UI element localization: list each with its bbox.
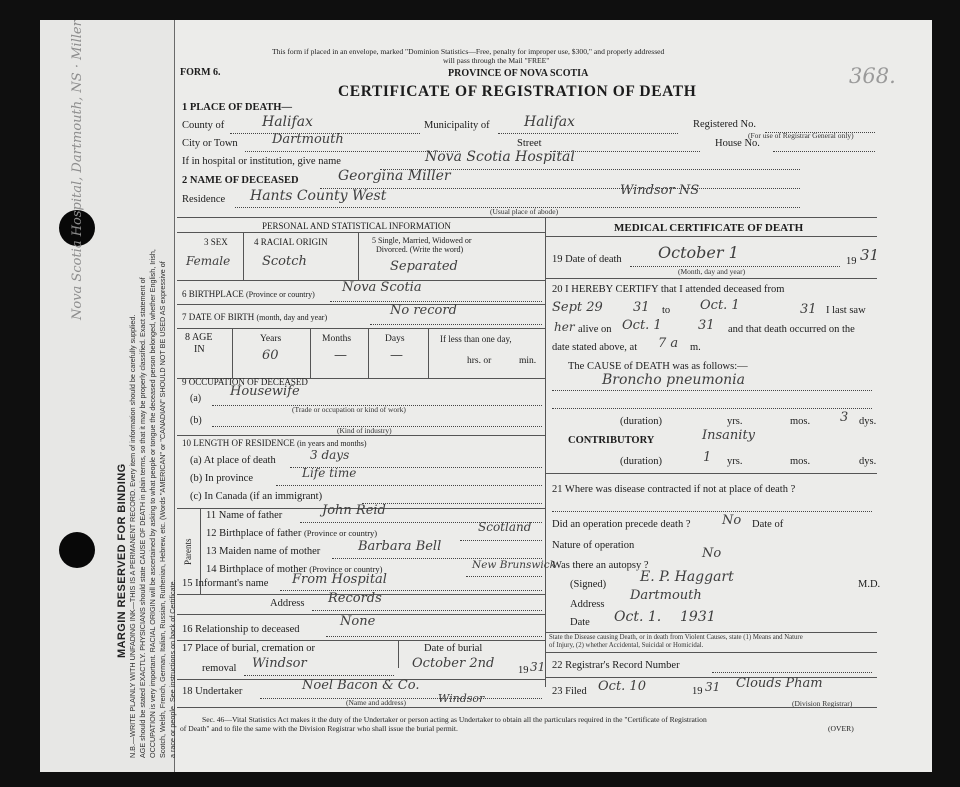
burial-place-label-1: 17 Place of burial, cremation or: [182, 643, 315, 654]
cause-label: The CAUSE of DEATH was as follows:—: [568, 361, 748, 372]
street-label: Street: [517, 138, 542, 149]
mother-birthplace-value: New Brunswick: [472, 559, 556, 571]
attended-to-value: Oct. 1: [700, 298, 740, 313]
filed-year-value: 31: [705, 680, 721, 694]
racial-label: 4 RACIAL ORIGIN: [254, 237, 328, 247]
attended-to-year: 31: [800, 302, 817, 317]
birthplace-label: 6 BIRTHPLACE (Province or country): [182, 289, 315, 299]
death-year-prefix: 19: [846, 256, 857, 267]
registered-label: Registered No.: [693, 119, 756, 130]
residence-label: Residence: [182, 194, 226, 205]
registrar-signature: Clouds Pham: [736, 676, 823, 691]
attended-from-year: 31: [633, 300, 650, 315]
occupation-label: 9 OCCUPATION OF DECEASED: [182, 377, 308, 387]
age-in-label: IN: [194, 344, 205, 355]
stamp-number: 368.: [849, 64, 896, 88]
contributory-value: Insanity: [702, 428, 756, 443]
age-label: 8 AGE: [185, 332, 213, 343]
to-label: to: [662, 305, 671, 316]
municipality-value: Halifax: [524, 114, 575, 130]
res-a-label: (a) At place of death: [190, 455, 276, 466]
death-date-value: October 1: [658, 243, 739, 262]
burial-date-label: Date of burial: [424, 643, 483, 654]
operation-nature-label: Nature of operation: [552, 540, 635, 551]
burial-year-prefix: 19: [518, 665, 529, 676]
mother-value: Barbara Bell: [358, 539, 442, 554]
father-birthplace-label: 12 Birthplace of father (Province or country): [206, 528, 378, 539]
occupation-b-sublabel: (Kind of industry): [337, 426, 392, 435]
autopsy-value: No: [702, 546, 722, 561]
marital-label-2: Divorced. (Write the word): [376, 245, 464, 254]
res-c-label: (c) In Canada (if an immigrant): [190, 491, 323, 502]
operation-label: Did an operation precede death ?: [552, 519, 691, 530]
less-than-day-label: If less than one day,: [440, 334, 512, 344]
sex-label: 3 SEX: [204, 237, 228, 247]
sex-value: Female: [186, 254, 231, 268]
q21-label: 21 Where was disease contracted if not at place of death ?: [552, 484, 796, 495]
res-b-value: Life time: [302, 466, 357, 480]
hospital-value: Nova Scotia Hospital: [425, 149, 575, 165]
undertaker-label: 18 Undertaker: [182, 686, 243, 697]
parents-label: Parents: [183, 538, 193, 565]
mother-birthplace-label: 14 Birthplace of mother (Province or country): [206, 564, 383, 575]
footer-line-2: of Death" and to file the same with the Division Registrar who shall issue the burial permit.: [180, 724, 458, 733]
cause-value: Broncho pneumonia: [602, 372, 745, 388]
city-label: City or Town: [182, 138, 238, 149]
duration-1-dys-label: dys.: [859, 416, 877, 427]
alive-label: alive on: [578, 324, 612, 335]
personal-heading: PERSONAL AND STATISTICAL INFORMATION: [262, 221, 451, 231]
months-label: Months: [322, 334, 352, 344]
medical-date-value: Oct. 1.: [614, 609, 662, 625]
death-date-sublabel: (Month, day and year): [678, 267, 746, 276]
margin-reserved-label: MARGIN RESERVED FOR BINDING: [116, 463, 128, 658]
margin-instruction-5: a race or people. See instructions on back of Certificate.: [168, 579, 177, 758]
residence-sublabel: (Usual place of abode): [490, 207, 559, 216]
date-stated-label: date stated above, at: [552, 342, 638, 353]
county-label: County of: [182, 120, 225, 131]
burial-place-value: Windsor: [252, 656, 307, 671]
q22-label: 22 Registrar's Record Number: [552, 660, 680, 671]
filed-year-prefix: 19: [692, 686, 703, 697]
registrar-sublabel: (Division Registrar): [792, 699, 853, 708]
time-value: 7 a: [658, 336, 679, 351]
margin-instruction-4: Scotch, Welsh, French, German, Italian, Russian, Ruthenian, Hebrew, etc. (Words "AMERICAN" or "CANADIAN" SHOULD NOT BE USED AS expressive of: [158, 261, 167, 758]
min-label: min.: [519, 356, 537, 366]
house-label: House No.: [715, 138, 760, 149]
mother-label: 13 Maiden name of mother: [206, 546, 321, 557]
filed-label: 23 Filed: [552, 686, 587, 697]
margin-instruction-3: OCCUPATION is very important. RACIAL ORIGIN will be ascertained by asking to what people or tongue the deceased person belonged, whether English, Irish,: [148, 249, 157, 758]
deceased-name-label: 2 NAME OF DECEASED: [182, 175, 299, 186]
occurred-label: and that death occurred on the: [728, 324, 855, 335]
attended-from-value: Sept 29: [552, 300, 603, 315]
days-value: —: [390, 348, 403, 363]
duration-1-mos-label: mos.: [790, 416, 811, 427]
deceased-name-value: Georgina Miller: [338, 168, 451, 184]
md-label: M.D.: [858, 579, 881, 590]
residence-length-label: 10 LENGTH OF RESIDENCE (in years and months): [182, 438, 367, 448]
punch-hole-bottom: [59, 532, 95, 568]
duration-2-mos-label: mos.: [790, 456, 811, 467]
duration-2-yrs-value: 1: [703, 450, 712, 465]
municipality-label: Municipality of: [424, 120, 490, 131]
months-value: —: [334, 348, 347, 363]
duration-2-yrs-label: yrs.: [727, 456, 743, 467]
res-a-value: 3 days: [310, 448, 350, 462]
certificate-title: CERTIFICATE OF REGISTRATION OF DEATH: [338, 83, 697, 100]
province-heading: PROVINCE OF NOVA SCOTIA: [448, 68, 589, 79]
father-birthplace-value: Scotland: [478, 520, 532, 534]
racial-value: Scotch: [262, 254, 307, 269]
occupation-b-label: (b): [190, 415, 202, 426]
margin-instruction-1: N.B.—WRITE PLAINLY WITH UNFADING INK—THIS IS A PERMANENT RECORD. Every item of information should be carefully supplied.: [128, 314, 137, 758]
father-value: John Reid: [322, 503, 386, 518]
informant-address-value: Records: [328, 591, 382, 606]
days-label: Days: [385, 334, 405, 344]
informant-value: From Hospital: [292, 572, 387, 587]
operation-value: No: [722, 513, 742, 528]
m-label: m.: [690, 342, 701, 353]
alive-year-value: 31: [698, 318, 715, 333]
signed-label: (Signed): [570, 579, 607, 590]
binding-margin: [40, 20, 175, 772]
form-number: FORM 6.: [180, 67, 221, 78]
contributory-label: CONTRIBUTORY: [568, 435, 655, 446]
filed-value: Oct. 10: [598, 679, 646, 694]
birthplace-value: Nova Scotia: [342, 280, 422, 295]
occupation-a-label: (a): [190, 393, 202, 404]
medical-note-2: of Injury, (2) whether Accidental, Suicidal or Homicidal.: [549, 642, 704, 649]
duration-1-yrs-label: yrs.: [727, 416, 743, 427]
informant-address-label: Address: [270, 598, 305, 609]
years-value: 60: [262, 348, 279, 363]
burial-year-value: 31: [530, 660, 546, 674]
margin-handwriting: Nova Scotia Hospital, Dartmouth, NS · Miller: [70, 20, 85, 320]
duration-1-dys-value: 3: [840, 410, 849, 425]
death-year-value: 31: [860, 246, 880, 264]
place-heading: 1 PLACE OF DEATH—: [182, 102, 292, 113]
relationship-value: None: [340, 614, 376, 629]
dob-value: No record: [390, 303, 457, 318]
signed-value: E. P. Haggart: [640, 569, 734, 585]
last-saw-label: I last saw: [826, 305, 866, 316]
informant-label: 15 Informant's name: [182, 578, 269, 589]
dob-label: 7 DATE OF BIRTH (month, day and year): [182, 312, 328, 322]
duration-2-dys-label: dys.: [859, 456, 877, 467]
relationship-label: 16 Relationship to deceased: [182, 624, 300, 635]
certify-label: 20 I HEREBY CERTIFY that I attended deceased from: [552, 284, 785, 295]
medical-note-1: State the Disease causing Death, or in death from Violent Causes, state (1) Means and Nature: [549, 634, 803, 641]
certificate-sheet: [40, 20, 932, 772]
occupation-a-sublabel: (Trade or occupation or kind of work): [292, 405, 406, 414]
medical-date-label: Date: [570, 617, 590, 628]
marital-value: Separated: [390, 259, 458, 274]
operation-date-label: Date of: [752, 519, 784, 530]
medical-heading: MEDICAL CERTIFICATE OF DEATH: [614, 222, 804, 234]
medical-date-year: 1931: [680, 609, 716, 625]
undertaker-sublabel: (Name and address): [346, 698, 406, 707]
registered-sublabel: (For use of Registrar General only): [748, 131, 854, 140]
duration-2-label: (duration): [620, 456, 662, 467]
autopsy-label: Was there an autopsy ?: [552, 560, 649, 571]
margin-instruction-2: AGE should be stated EXACTLY. PHYSICIANS should state CAUSE OF DEATH in plain terms, so that it may be properly classified. Exact statement of: [138, 277, 147, 758]
mail-notice-1: This form if placed in an envelope, marked "Dominion Statistics—Free, penalty for improper use, $300," and properly addressed: [272, 47, 665, 56]
medical-address-label: Address: [570, 599, 605, 610]
undertaker-value: Noel Bacon & Co.: [302, 678, 420, 693]
alive-date-value: Oct. 1: [622, 318, 662, 333]
father-label: 11 Name of father: [206, 510, 283, 521]
footer-line-1: Sec. 46—Vital Statistics Act makes it the duty of the Undertaker or person acting as Undertaker to obtain all the particulars required in the "Certificate of Registration: [202, 715, 707, 724]
city-value: Dartmouth: [272, 132, 344, 147]
burial-place-label-2: removal: [202, 663, 237, 674]
undertaker-address-value: Windsor: [438, 692, 485, 705]
residence-value: Hants County West: [250, 188, 387, 204]
mail-notice-2: will pass through the Mail "FREE": [443, 56, 550, 65]
hrs-label: hrs. or: [467, 356, 492, 366]
res-b-label: (b) In province: [190, 473, 253, 484]
years-label: Years: [260, 334, 282, 344]
burial-date-value: October 2nd: [412, 656, 495, 671]
footer-over: (OVER): [828, 724, 854, 733]
medical-address-value: Dartmouth: [630, 588, 702, 603]
death-date-label: 19 Date of death: [552, 254, 622, 265]
hospital-label: If in hospital or institution, give name: [182, 156, 341, 167]
residence-value-2: Windsor NS: [620, 183, 700, 198]
her-value: her: [554, 320, 575, 334]
occupation-a-value: Housewife: [230, 384, 300, 399]
marital-label-1: 5 Single, Married, Widowed or: [372, 236, 472, 245]
duration-1-label: (duration): [620, 416, 662, 427]
county-value: Halifax: [262, 114, 313, 130]
